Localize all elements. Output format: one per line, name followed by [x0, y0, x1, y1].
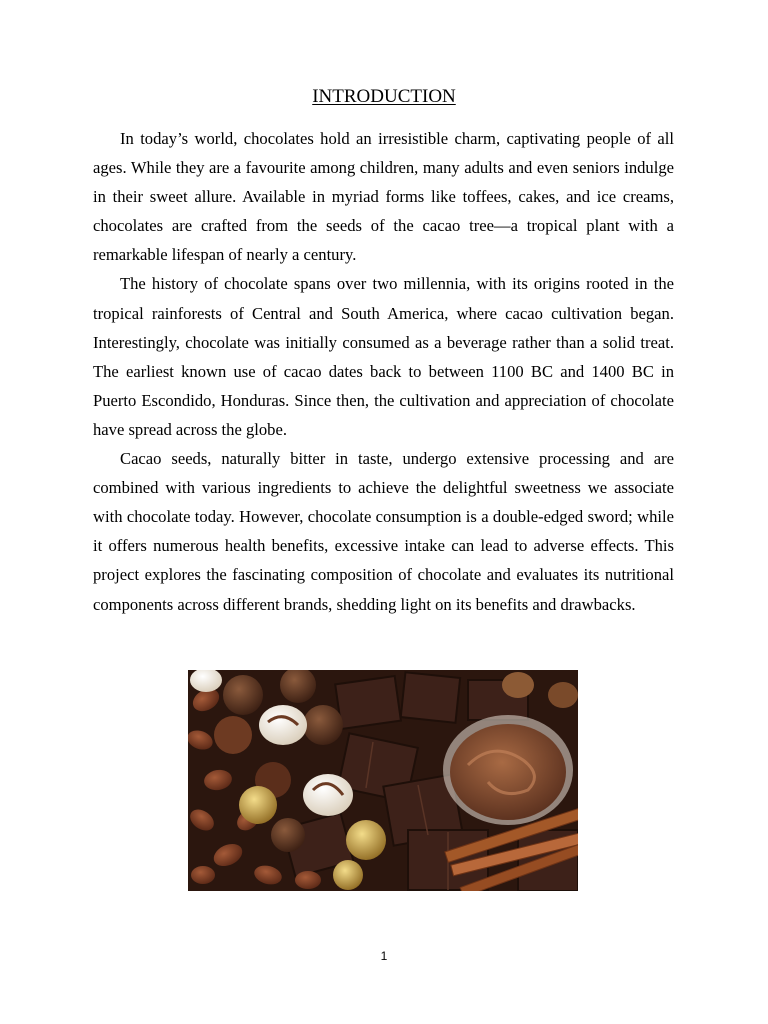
paragraph-1: In today’s world, chocolates hold an irresistible charm, captivating people of all ages. While they are a favourite among children, many adults and even seniors indulge in their sweet allure. Available in myriad forms like toffees, cakes, and ice creams, chocolates are crafted from the seeds of the cacao tree—a tropical plant with a remarkable lifespan of nearly a century.: [93, 129, 674, 265]
paragraph-2: The history of chocolate spans over two millennia, with its origins rooted in the tropical rainforests of Central and South America, where cacao cultivation began. Interestingly, chocolate was initially consumed as a beverage rather than a solid treat. The earliest known use of cacao dates back to between 1100 BC and 1400 BC in Puerto Escondido, Honduras. Since then, the cultivation and appreciation of chocolate have spread across the globe.: [93, 274, 674, 439]
page-number: 1: [380, 949, 388, 963]
body-text: [93, 124, 674, 619]
chocolate-photo: [188, 670, 578, 891]
paragraph-3: Cacao seeds, naturally bitter in taste, undergo extensive processing and are combined with various ingredients to achieve the delightful sweetness we associate with chocolate today. However, chocolate consumption is a double-edged sword; while it offers numerous health benefits, excessive intake can lead to adverse effects. This project explores the fascinating composition of chocolate and evaluates its nutritional components across different brands, shedding light on its benefits and drawbacks.: [93, 449, 674, 614]
page-title: INTRODUCTION: [312, 86, 456, 107]
chocolate-photo-illustration: [188, 670, 578, 891]
